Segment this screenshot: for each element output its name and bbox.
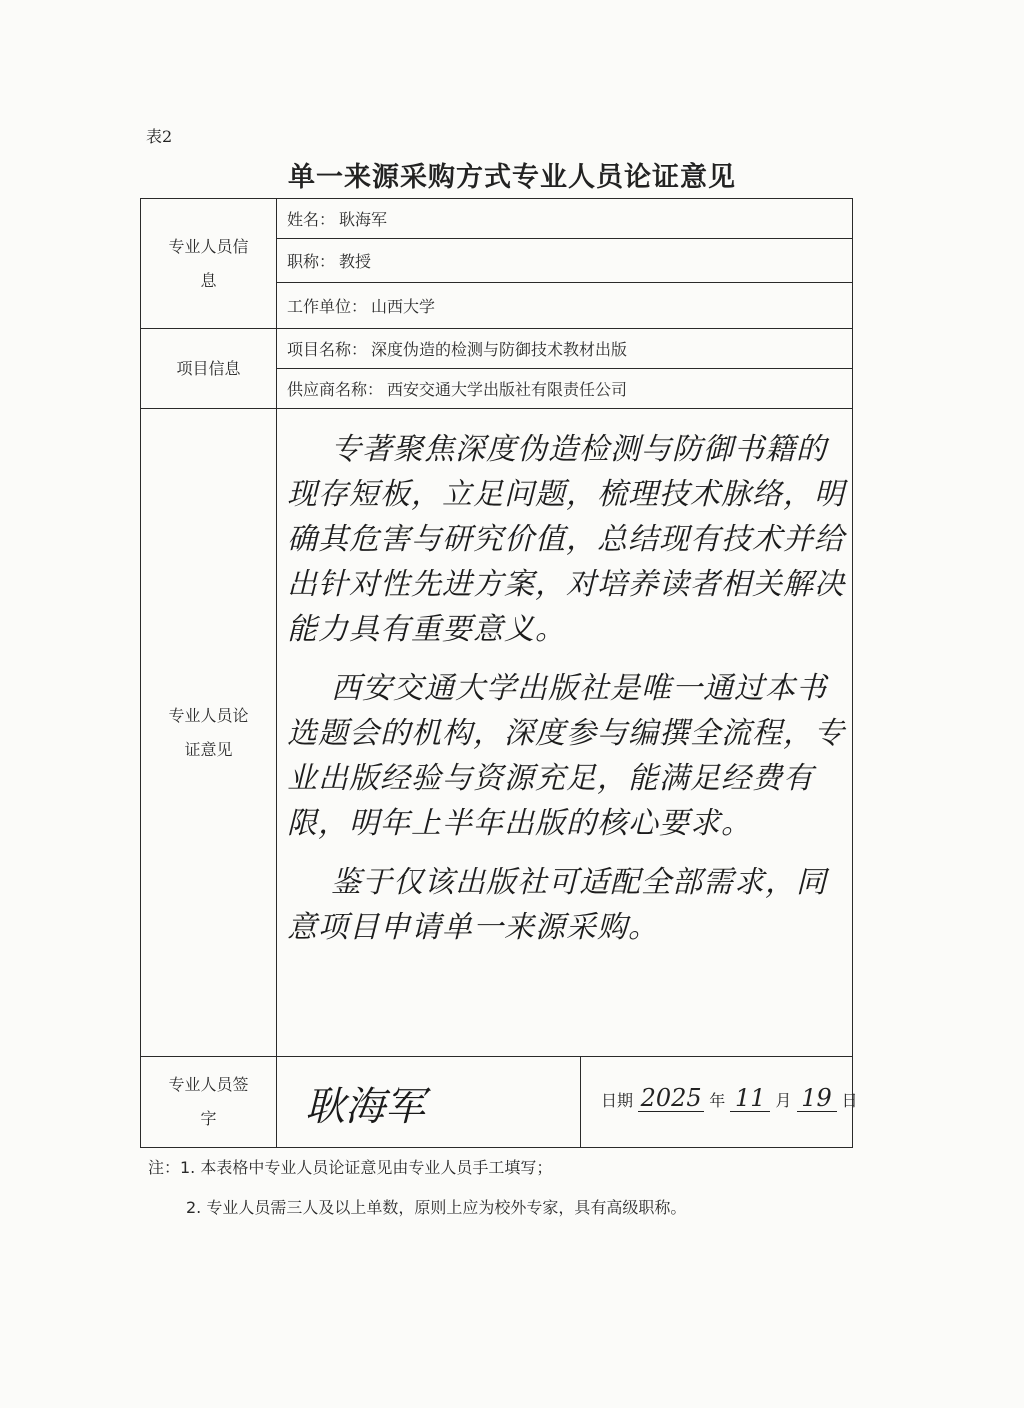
date-day: 19 [797, 1085, 837, 1112]
opinion-paragraph-2: 西安交通大学出版社是唯一通过本书选题会的机构，深度参与编撰全流程，专业出版经验与资源充足，能满足经费有限，明年上半年出版的核心要求。 [287, 671, 845, 841]
note-1: 注：1. 本表格中专业人员论证意见由专业人员手工填写； [148, 1158, 553, 1177]
signature-label-text: 专业人员签字 [168, 1075, 249, 1128]
handwritten-signature: 耿海军 [305, 1084, 425, 1130]
expert-info-label [141, 199, 277, 329]
document-title: 单一来源采购方式专业人员论证意见 [288, 162, 736, 193]
professional-title-label: 职称 [287, 252, 320, 271]
opinion-paragraph-1: 专著聚焦深度伪造检测与防御书籍的现存短板，立足问题，梳理技术脉络，明确其危害与研究价值，总结现有技术并给出针对性先进方案，对培养读者相关解决能力具有重要意义。 [287, 432, 845, 647]
work-unit-label: 工作单位 [287, 297, 352, 316]
date-year-unit: 年 [709, 1091, 726, 1110]
opinion-paragraph-3: 鉴于仅该出版社可适配全部需求，同意项目申请单一来源采购。 [287, 865, 827, 945]
project-info-label [141, 329, 277, 409]
professional-title-field: 职称： 教授 [277, 239, 853, 283]
form-number: 表2 [146, 127, 173, 146]
evaluation-form-table [140, 198, 858, 1148]
signature-cell [277, 1057, 581, 1148]
work-unit-field: 工作单位： 山西大学 [277, 283, 853, 329]
project-info-label-text: 项目信息 [176, 358, 241, 378]
form-notes [148, 1148, 686, 1228]
expert-info-label-text: 专业人员信息 [168, 236, 249, 290]
project-name-label: 项目名称 [287, 340, 352, 359]
date-year: 2025 [638, 1085, 704, 1112]
date-month-unit: 月 [775, 1091, 792, 1110]
date-cell [581, 1057, 858, 1148]
work-unit-value: 山西大学 [371, 297, 436, 316]
supplier-name-value: 西安交通大学出版社有限责任公司 [387, 380, 628, 399]
project-name-value: 深度伪造的检测与防御技术教材出版 [371, 340, 628, 359]
note-2: 2. 专业人员需三人及以上单数，原则上应为校外专家，具有高级职称。 [186, 1198, 687, 1217]
name-label: 姓名 [287, 210, 320, 229]
date-month: 11 [730, 1085, 770, 1112]
supplier-name-label: 供应商名称 [287, 380, 368, 399]
opinion-label-text: 专业人员论证意见 [168, 705, 249, 759]
name-field: 姓名： 耿海军 [277, 199, 853, 239]
professional-title-value: 教授 [339, 252, 372, 271]
signature-label [141, 1057, 277, 1148]
supplier-name-field: 供应商名称： 西安交通大学出版社有限责任公司 [277, 369, 853, 409]
name-value: 耿海军 [339, 210, 388, 229]
opinion-label [141, 409, 277, 1057]
date-day-unit: 日 [841, 1091, 858, 1110]
handwritten-opinion [277, 409, 853, 1057]
date-label: 日期 [601, 1091, 634, 1110]
project-name-field: 项目名称： 深度伪造的检测与防御技术教材出版 [277, 329, 853, 369]
